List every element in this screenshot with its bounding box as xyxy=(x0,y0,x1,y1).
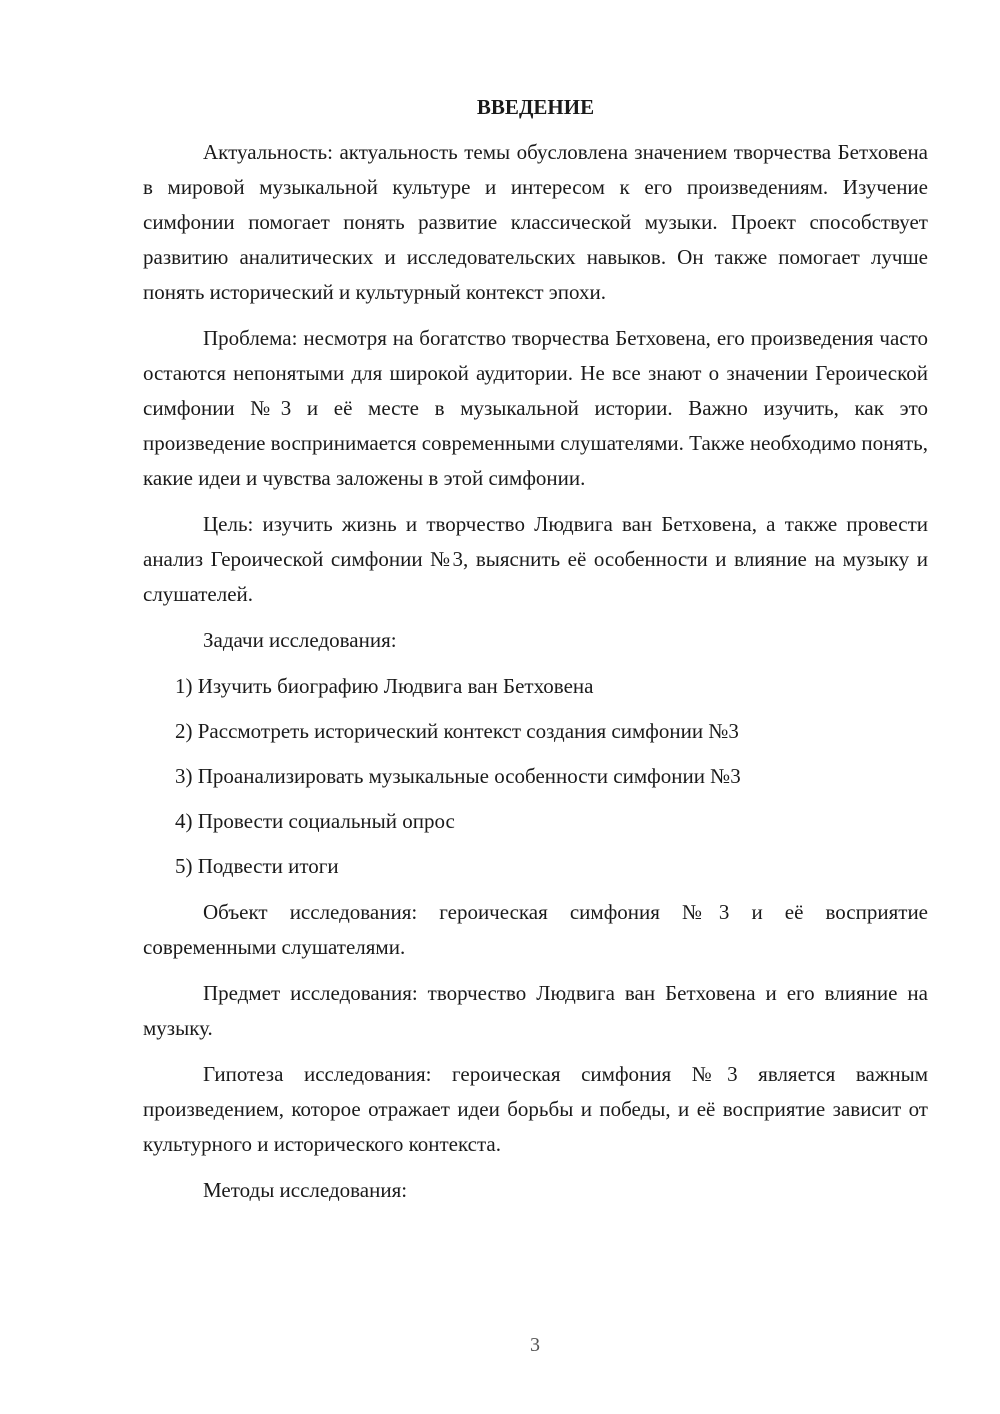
task-item: 2) Рассмотреть исторический контекст создания симфонии №3 xyxy=(175,719,739,743)
tasks-list xyxy=(143,669,928,884)
task-item: 1) Изучить биографию Людвига ван Бетховена xyxy=(175,674,594,698)
task-item: 3) Проанализировать музыкальные особенности симфонии №3 xyxy=(175,764,741,788)
page-number: 3 xyxy=(530,1334,540,1356)
problem-paragraph: Проблема: несмотря на богатство творчества Бетховена, его произведения часто остаются непонятыми для широкой аудитории. Не все знают о значении Героической симфонии №3 и её месте в музыкальной истории. Важно изучить, как это произведение воспринимается современными слушателями. Также необходимо понять, какие идеи и чувства заложены в этой симфонии. xyxy=(143,326,928,490)
task-item: 4) Провести социальный опрос xyxy=(175,809,455,833)
section-title: ВВЕДЕНИЕ xyxy=(476,95,595,119)
subject-paragraph: Предмет исследования: творчество Людвига ван Бетховена и его влияние на музыку. xyxy=(143,981,928,1040)
task-item: 5) Подвести итоги xyxy=(175,854,339,878)
relevance-paragraph: Актуальность: актуальность темы обусловлена значением творчества Бетховена в мировой музыкальной культуре и интересом к его произведениям. Изучение симфонии помогает понять развитие классической музыки. Проект способствует развитию аналитических и исследовательских навыков. Он также помогает лучше понять исторический и культурный контекст эпохи. xyxy=(143,140,928,304)
hypothesis-paragraph: Гипотеза исследования: героическая симфония №3 является важным произведением, которое отражает идеи борьбы и победы, и её восприятие зависит от культурного и исторического контекста. xyxy=(143,1062,928,1156)
object-paragraph: Объект исследования: героическая симфония №3 и её восприятие современными слушателями. xyxy=(143,900,928,959)
document-page xyxy=(143,88,928,1219)
methods-heading: Методы исследования: xyxy=(203,1178,408,1202)
goal-paragraph: Цель: изучить жизнь и творчество Людвига ван Бетховена, а также провести анализ Героической симфонии №3, выяснить её особенности и влияние на музыку и слушателей. xyxy=(143,512,928,606)
tasks-heading: Задачи исследования: xyxy=(203,628,397,652)
